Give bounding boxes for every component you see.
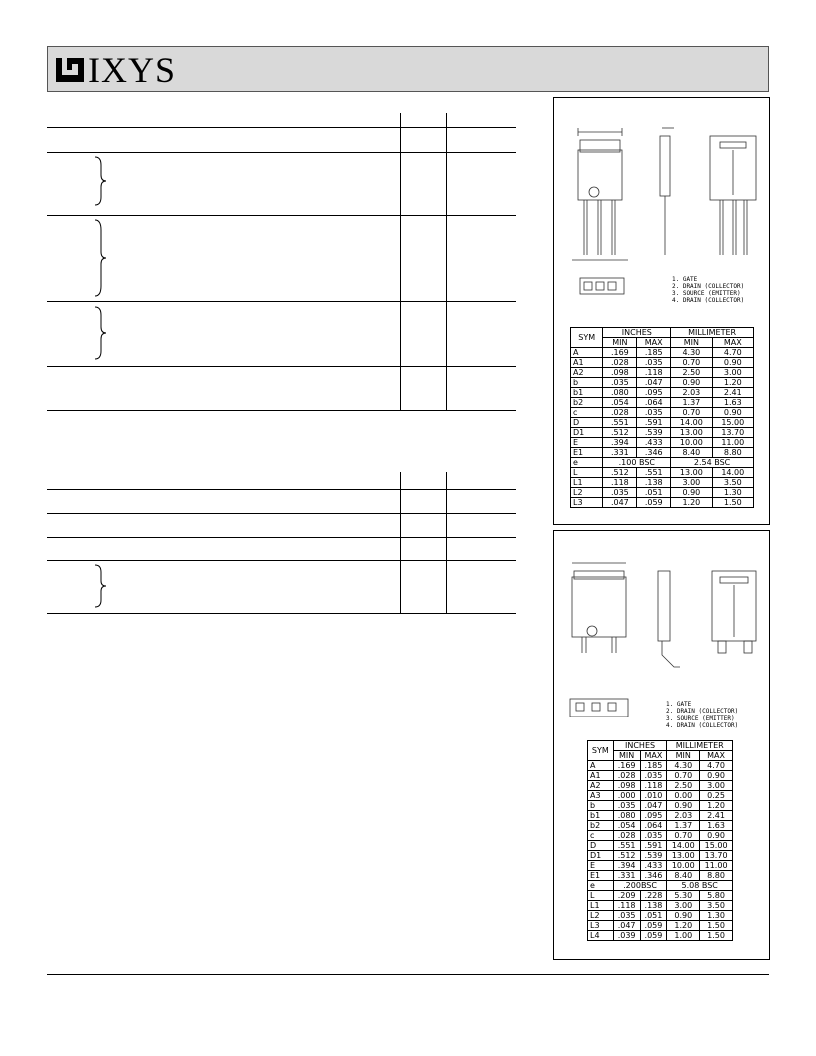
dimension-value: .346 [637, 448, 671, 458]
dimension-value: 0.00 [667, 791, 700, 801]
dimension-row [571, 408, 754, 418]
pin-list-1 [672, 276, 744, 304]
brace-4 [93, 563, 107, 609]
dimension-symbol: e [588, 881, 614, 891]
dimension-value: .138 [637, 478, 671, 488]
dimension-value: 1.20 [671, 498, 712, 508]
dimension-row [571, 468, 754, 478]
dimension-value: .098 [603, 368, 637, 378]
dimension-symbol: D1 [588, 851, 614, 861]
package-drawing-2 [562, 557, 762, 717]
dimension-value: 11.00 [700, 861, 733, 871]
dimension-value: 4.30 [667, 761, 700, 771]
dimension-value: 5.80 [700, 891, 733, 901]
dimension-value: .346 [640, 871, 667, 881]
dimension-value: .539 [640, 851, 667, 861]
dimension-symbol: D [588, 841, 614, 851]
dimension-value: .095 [637, 388, 671, 398]
dimension-value: .035 [640, 771, 667, 781]
millimeter-header: MILLIMETER [671, 328, 754, 338]
dimension-symbol: E1 [571, 448, 603, 458]
dimension-row [588, 911, 733, 921]
dimension-value: .028 [613, 831, 640, 841]
dimension-value: .539 [637, 428, 671, 438]
dimension-value: .551 [637, 468, 671, 478]
dimension-row [588, 781, 733, 791]
dimension-value: .185 [637, 348, 671, 358]
footer-rule [47, 974, 769, 975]
dimension-symbol: E [588, 861, 614, 871]
dimension-value: .185 [640, 761, 667, 771]
dimension-symbol: E [571, 438, 603, 448]
dimension-value: .035 [637, 408, 671, 418]
package-drawing-1 [562, 120, 762, 300]
dimension-value: .512 [603, 428, 637, 438]
dimension-row [571, 388, 754, 398]
dimension-value: 1.30 [700, 911, 733, 921]
dimension-value: .200BSC [613, 881, 667, 891]
dimension-symbol: L3 [571, 498, 603, 508]
min-header: MIN [603, 338, 637, 348]
dimension-row [571, 428, 754, 438]
sym-header: SYM [588, 741, 614, 761]
dimension-row [571, 498, 754, 508]
dimension-value: .059 [640, 931, 667, 941]
dimension-value: .035 [603, 488, 637, 498]
dimension-value: 1.00 [667, 931, 700, 941]
dimension-row [588, 861, 733, 871]
dimension-row [571, 458, 754, 468]
dimension-row [588, 891, 733, 901]
dimension-symbol: L2 [588, 911, 614, 921]
dimension-value: 3.00 [667, 901, 700, 911]
dimension-value: 0.90 [667, 911, 700, 921]
dimension-symbol: L1 [571, 478, 603, 488]
dimension-row [588, 901, 733, 911]
inches-header: INCHES [613, 741, 667, 751]
dimension-value: 3.50 [700, 901, 733, 911]
millimeter-header: MILLIMETER [667, 741, 733, 751]
dimension-rows-1 [571, 348, 754, 508]
max-header: MAX [637, 338, 671, 348]
dimension-value: 4.70 [700, 761, 733, 771]
dimension-value: 13.70 [712, 428, 753, 438]
dimension-value: .010 [640, 791, 667, 801]
dimension-value: 15.00 [712, 418, 753, 428]
dimension-symbol: A2 [588, 781, 614, 791]
dimension-value: .047 [613, 921, 640, 931]
dimension-value: .118 [613, 901, 640, 911]
dimension-value: 1.50 [712, 498, 753, 508]
dimension-value: 8.80 [712, 448, 753, 458]
min-header: MIN [613, 751, 640, 761]
dimension-value: .047 [603, 498, 637, 508]
dimension-symbol: L [571, 468, 603, 478]
dimension-symbol: A2 [571, 368, 603, 378]
dimension-symbol: b [571, 378, 603, 388]
dimension-symbol: b [588, 801, 614, 811]
dimension-row [588, 791, 733, 801]
dimension-value: .047 [640, 801, 667, 811]
dimension-value: .059 [640, 921, 667, 931]
dimension-row [571, 378, 754, 388]
dimension-value: .098 [613, 781, 640, 791]
dimension-value: 1.63 [712, 398, 753, 408]
dimension-value: 2.54 BSC [671, 458, 754, 468]
dimension-value: .028 [603, 358, 637, 368]
dimension-symbol: L3 [588, 921, 614, 931]
dimension-value: .209 [613, 891, 640, 901]
dimension-value: .169 [603, 348, 637, 358]
package-outline-panel-1 [553, 97, 770, 525]
dimension-row [588, 821, 733, 831]
dimension-value: .028 [613, 771, 640, 781]
dimension-symbol: A [588, 761, 614, 771]
dimension-value: 10.00 [671, 438, 712, 448]
dimension-value: 1.63 [700, 821, 733, 831]
dimension-value: .054 [603, 398, 637, 408]
dimension-value: 10.00 [667, 861, 700, 871]
dimension-rows-2 [588, 761, 733, 941]
dimension-value: 2.03 [671, 388, 712, 398]
dimension-value: 8.80 [700, 871, 733, 881]
dimension-value: 1.50 [700, 921, 733, 931]
dimension-value: .118 [603, 478, 637, 488]
dimension-symbol: b2 [571, 398, 603, 408]
dimension-value: .000 [613, 791, 640, 801]
dimension-symbol: D1 [571, 428, 603, 438]
dimension-value: 13.00 [671, 428, 712, 438]
dimension-value: 13.00 [667, 851, 700, 861]
dimension-value: .118 [637, 368, 671, 378]
dimension-value: .080 [603, 388, 637, 398]
dimension-value: .228 [640, 891, 667, 901]
dimension-value: .035 [603, 378, 637, 388]
dimension-value: .512 [603, 468, 637, 478]
dimension-symbol: L2 [571, 488, 603, 498]
dimension-row [588, 831, 733, 841]
dimension-symbol: L [588, 891, 614, 901]
sym-header: SYM [571, 328, 603, 348]
dimension-row [588, 811, 733, 821]
dimension-value: .047 [637, 378, 671, 388]
dimension-value: .035 [613, 801, 640, 811]
dimension-value: 0.90 [700, 771, 733, 781]
dimension-row [571, 448, 754, 458]
dimension-symbol: L4 [588, 931, 614, 941]
dimension-value: 14.00 [712, 468, 753, 478]
dimension-value: 1.37 [671, 398, 712, 408]
dimension-value: 1.30 [712, 488, 753, 498]
dimension-row [588, 931, 733, 941]
dimension-value: .169 [613, 761, 640, 771]
dimension-value: 3.00 [671, 478, 712, 488]
dimension-value: 13.00 [671, 468, 712, 478]
dimension-symbol: D [571, 418, 603, 428]
dimension-value: 3.50 [712, 478, 753, 488]
dimension-row [571, 368, 754, 378]
dimension-row [588, 881, 733, 891]
dimension-value: .331 [613, 871, 640, 881]
dimension-symbol: A [571, 348, 603, 358]
dimension-value: 2.03 [667, 811, 700, 821]
dimension-value: .394 [613, 861, 640, 871]
dimension-value: 5.30 [667, 891, 700, 901]
dimension-value: .051 [640, 911, 667, 921]
dimension-value: .394 [603, 438, 637, 448]
dimension-symbol: c [588, 831, 614, 841]
pin-1: 1. GATE [666, 701, 692, 708]
dimension-symbol: L1 [588, 901, 614, 911]
dimension-value: 0.90 [712, 408, 753, 418]
dimension-value: .054 [613, 821, 640, 831]
dimension-row [571, 348, 754, 358]
dimension-row [588, 871, 733, 881]
ixys-logo [56, 50, 177, 90]
dimension-symbol: e [571, 458, 603, 468]
dimension-value: 1.37 [667, 821, 700, 831]
dimension-symbol: b2 [588, 821, 614, 831]
pin-4: 4. DRAIN (COLLECTOR) [672, 297, 745, 304]
dimension-value: .100 BSC [603, 458, 671, 468]
dimension-value: .039 [613, 931, 640, 941]
dimension-value: .591 [637, 418, 671, 428]
dimension-value: .059 [637, 498, 671, 508]
dimension-value: .591 [640, 841, 667, 851]
dimension-value: 8.40 [667, 871, 700, 881]
dimension-value: 1.20 [700, 801, 733, 811]
dimension-value: .064 [637, 398, 671, 408]
dimension-value: .433 [640, 861, 667, 871]
min-header: MIN [671, 338, 712, 348]
pin-2: 2. DRAIN (COLLECTOR) [666, 708, 739, 715]
dimension-value: 3.00 [700, 781, 733, 791]
dimension-value: 0.90 [671, 378, 712, 388]
dimension-row [588, 801, 733, 811]
dimension-value: 0.25 [700, 791, 733, 801]
dimension-value: 0.70 [671, 358, 712, 368]
dimension-value: .331 [603, 448, 637, 458]
dimension-value: .512 [613, 851, 640, 861]
dimension-value: .035 [640, 831, 667, 841]
dimension-value: .551 [613, 841, 640, 851]
dimension-row [588, 841, 733, 851]
dimension-table-2 [587, 740, 733, 941]
dimension-row [588, 851, 733, 861]
dimension-table-1 [570, 327, 754, 508]
dimension-value: 2.41 [700, 811, 733, 821]
dimension-value: 1.50 [700, 931, 733, 941]
dimension-value: 0.90 [700, 831, 733, 841]
dimension-symbol: c [571, 408, 603, 418]
dimension-symbol: b1 [588, 811, 614, 821]
dimension-symbol: A3 [588, 791, 614, 801]
dimension-value: .138 [640, 901, 667, 911]
dimension-value: .551 [603, 418, 637, 428]
dimension-value: .051 [637, 488, 671, 498]
dimension-value: 0.70 [667, 771, 700, 781]
dimension-value: .064 [640, 821, 667, 831]
dimension-value: 2.41 [712, 388, 753, 398]
max-header: MAX [712, 338, 753, 348]
dimension-value: .035 [637, 358, 671, 368]
pin-4: 4. DRAIN (COLLECTOR) [666, 722, 739, 729]
dimension-value: 4.70 [712, 348, 753, 358]
max-header: MAX [640, 751, 667, 761]
dimension-row [571, 438, 754, 448]
dimension-value: .035 [613, 911, 640, 921]
dimension-value: 3.00 [712, 368, 753, 378]
dimension-row [571, 358, 754, 368]
dimension-value: 5.08 BSC [667, 881, 733, 891]
dimension-value: 13.70 [700, 851, 733, 861]
dimension-value: .433 [637, 438, 671, 448]
dimension-row [571, 488, 754, 498]
dimension-value: 11.00 [712, 438, 753, 448]
dimension-row [571, 478, 754, 488]
dimension-value: 15.00 [700, 841, 733, 851]
pin-3: 3. SOURCE (EMITTER) [666, 715, 735, 722]
ixys-logo-icon [56, 56, 84, 84]
pin-3: 3. SOURCE (EMITTER) [672, 290, 741, 297]
pin-1: 1. GATE [672, 276, 698, 283]
dimension-value: 14.00 [671, 418, 712, 428]
dimension-value: 1.20 [667, 921, 700, 931]
dimension-row [571, 418, 754, 428]
dimension-row [588, 771, 733, 781]
brand-name: IXYS [88, 50, 177, 90]
dimension-row [571, 398, 754, 408]
min-header: MIN [667, 751, 700, 761]
inches-header: INCHES [603, 328, 671, 338]
dimension-row [588, 921, 733, 931]
dimension-value: 0.70 [671, 408, 712, 418]
dimension-value: .080 [613, 811, 640, 821]
header-bar [47, 46, 769, 92]
brace-3 [93, 305, 107, 361]
dimension-symbol: A1 [588, 771, 614, 781]
dimension-value: .095 [640, 811, 667, 821]
dimension-value: 8.40 [671, 448, 712, 458]
brace-2 [93, 218, 107, 298]
brace-1 [93, 155, 107, 207]
dimension-value: .118 [640, 781, 667, 791]
dimension-value: 14.00 [667, 841, 700, 851]
package-outline-panel-2 [553, 530, 770, 960]
dimension-value: 0.90 [671, 488, 712, 498]
dimension-value: .028 [603, 408, 637, 418]
dimension-value: 2.50 [671, 368, 712, 378]
dimension-value: 2.50 [667, 781, 700, 791]
pin-list-2 [666, 701, 738, 729]
dimension-value: 0.70 [667, 831, 700, 841]
pin-2: 2. DRAIN (COLLECTOR) [672, 283, 745, 290]
dimension-value: 0.90 [712, 358, 753, 368]
dimension-symbol: b1 [571, 388, 603, 398]
max-header: MAX [700, 751, 733, 761]
dimension-value: 1.20 [712, 378, 753, 388]
dimension-symbol: E1 [588, 871, 614, 881]
dimension-row [588, 761, 733, 771]
dimension-symbol: A1 [571, 358, 603, 368]
dimension-value: 4.30 [671, 348, 712, 358]
dimension-value: 0.90 [667, 801, 700, 811]
